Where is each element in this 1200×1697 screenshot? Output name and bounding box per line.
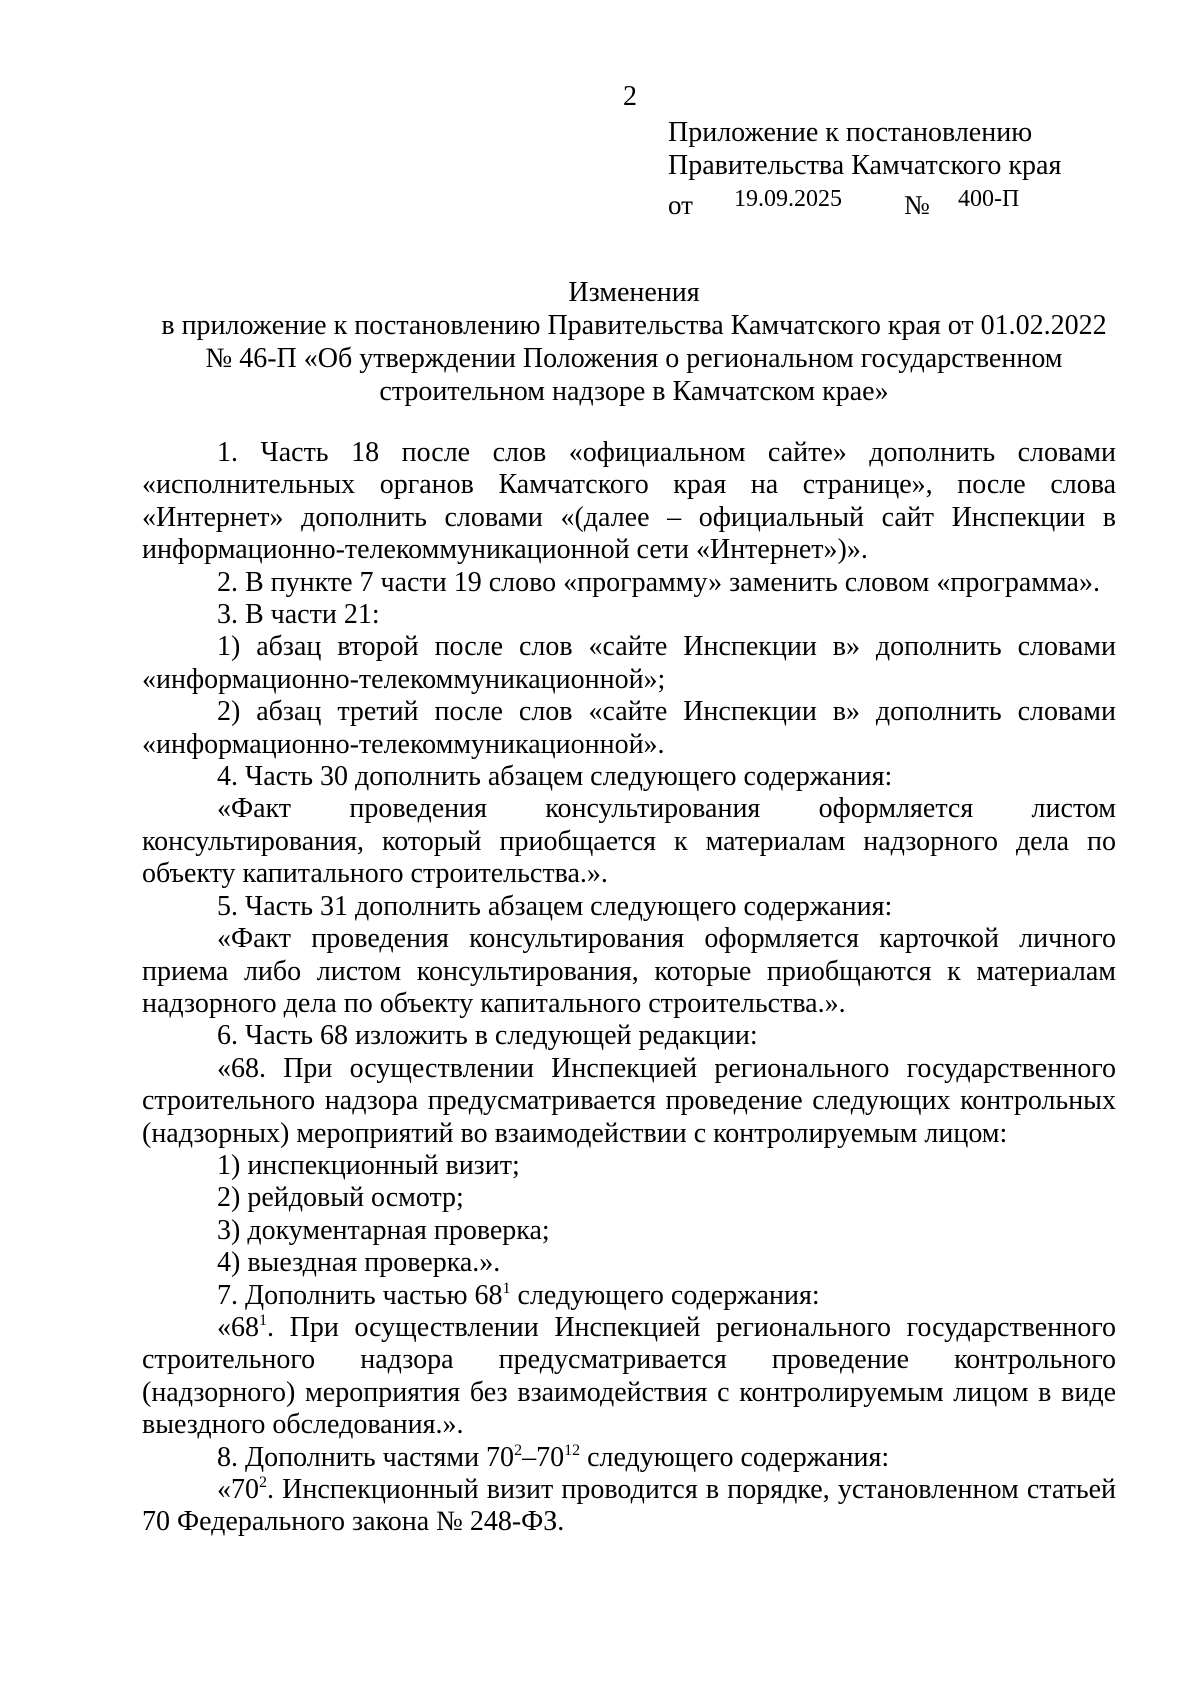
paragraph-1: 1. Часть 18 после слов «официальном сайте» дополнить словами «исполнительных органов Камчатского края на странице», после слова «Интернет» дополнить словами «(далее – официальный сайт Инспекции в информационно-телекоммуникационной сети «Интернет»)».	[142, 437, 1116, 566]
paragraph-11: «68. При осуществлении Инспекцией регионального государственного строительного надзора предусматривается проведение следующих контрольных (надзорных) мероприятий во взаимодействии с контролируемым лицом:	[142, 1052, 1116, 1149]
paragraph-2: 2. В пункте 7 части 19 слово «программу» заменить словом «программа».	[217, 566, 1100, 598]
document-body	[142, 437, 1116, 1539]
title-line-4: строительном надзоре в Камчатском крае»	[379, 376, 889, 407]
p17-before: «68	[217, 1311, 259, 1343]
approval-from-label: от	[668, 190, 693, 220]
p18-before: 8. Дополнить частями 70	[217, 1441, 515, 1473]
document-title	[136, 276, 1132, 408]
p19-before: «70	[217, 1474, 259, 1505]
p16-before: 7. Дополнить частью 68	[217, 1279, 503, 1311]
title-line-2: в приложение к постановлению Правительства Камчатского края от 01.02.2022	[161, 310, 1107, 341]
approval-line-2: Правительства Камчатского края	[668, 150, 1062, 181]
paragraph-14: 3) документарная проверка;	[217, 1214, 550, 1246]
paragraph-4: 1) абзац второй после слов «сайте Инспекции в» дополнить словами «информационно-телекоммуникационной»;	[142, 631, 1116, 695]
paragraph-8: 5. Часть 31 дополнить абзацем следующего содержания:	[217, 890, 893, 922]
approval-line-1: Приложение к постановлению	[668, 117, 1033, 148]
paragraph-5: 2) абзац третий после слов «сайте Инспекции в» дополнить словами «информационно-телекоммуникационной».	[142, 696, 1116, 760]
approval-meta	[668, 183, 1168, 220]
p17-after: . При осуществлении Инспекцией регионального государственного строительного надзора предусматривается проведение контрольного (надзорного) мероприятия без взаимодействия с контролируемым лицом в виде выездного обследования.».	[142, 1311, 1116, 1441]
p16-superscript: 1	[502, 1279, 511, 1297]
paragraph-16	[142, 1280, 1116, 1312]
p19-after: . Инспекционный визит проводится в порядке, установленном статьей 70 Федерального закона № 248-ФЗ.	[142, 1474, 1116, 1538]
approval-date: 19.09.2025	[734, 186, 842, 212]
paragraph-19	[142, 1474, 1116, 1539]
p18-superscript-2: 12	[564, 1441, 581, 1459]
paragraph-7: «Факт проведения консультирования оформляется листом консультирования, который приобщается к материалам надзорного дела по объекту капитального строительства.».	[142, 793, 1116, 890]
page-number: 2	[623, 81, 637, 112]
paragraph-15: 4) выездная проверка.».	[217, 1247, 501, 1279]
paragraph-9: «Факт проведения консультирования оформляется карточкой личного приема либо листом консультирования, которые приобщаются к материалам надзорного дела по объекту капитального строительства.».	[142, 923, 1116, 1019]
p19-superscript: 2	[259, 1474, 267, 1491]
approval-number-label: №	[904, 190, 930, 220]
approval-number: 400-П	[958, 186, 1020, 212]
p18-after: следующего содержания:	[580, 1441, 890, 1473]
paragraph-3: 3. В части 21:	[217, 599, 380, 631]
title-line-3: № 46-П «Об утверждении Положения о региональном государственном	[205, 343, 1063, 374]
paragraph-17	[142, 1312, 1116, 1442]
paragraph-18	[142, 1442, 1116, 1474]
paragraph-13: 2) рейдовый осмотр;	[217, 1182, 464, 1214]
title-line-1: Изменения	[568, 277, 700, 308]
p16-after: следующего содержания:	[510, 1279, 820, 1311]
paragraph-10: 6. Часть 68 изложить в следующей редакции:	[217, 1020, 758, 1052]
p18-superscript-1: 2	[514, 1441, 523, 1459]
p18-mid: –70	[522, 1441, 565, 1473]
paragraph-12: 1) инспекционный визит;	[217, 1149, 520, 1181]
paragraph-6: 4. Часть 30 дополнить абзацем следующего содержания:	[217, 761, 893, 793]
approval-block	[668, 116, 1168, 220]
p17-superscript: 1	[259, 1311, 267, 1329]
